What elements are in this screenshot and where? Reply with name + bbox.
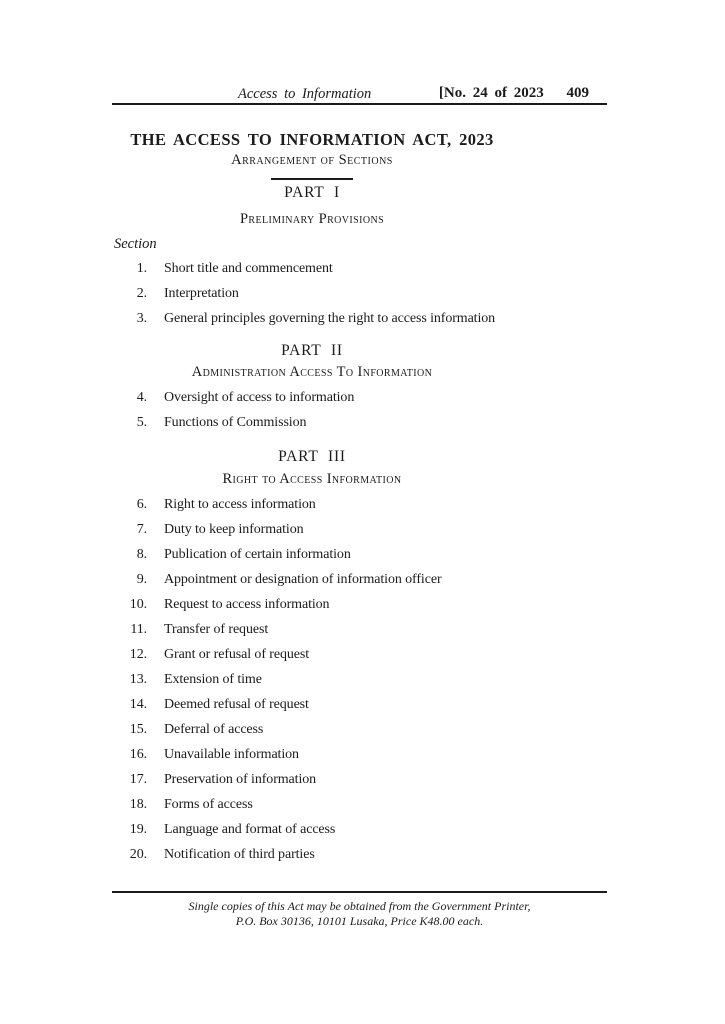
printer-note-line1: Single copies of this Act may be obtained from the Government Printer,: [188, 899, 531, 913]
toc-entry: [112, 592, 512, 617]
toc-parts: [112, 184, 512, 867]
doc-subtitle: Arrangement of Sections: [231, 152, 393, 168]
toc-entry-label: Oversight of access to information: [164, 390, 355, 405]
toc-entry-label: Extension of time: [164, 672, 262, 687]
doc-title: THE ACCESS TO INFORMATION ACT, 2023: [130, 130, 494, 149]
toc-entry: [112, 842, 512, 867]
toc-entry-number: 20.: [129, 847, 147, 862]
toc-entry-number: 14.: [129, 697, 147, 712]
toc-entry-number: 1.: [136, 261, 147, 276]
toc-entry-label: Publication of certain information: [164, 547, 351, 562]
toc-entry-label: Request to access information: [164, 597, 330, 612]
toc-entry-label: Duty to keep information: [164, 522, 304, 537]
subtitle-rule: [271, 178, 353, 180]
toc-entry-number: 4.: [136, 390, 147, 405]
header-reference: [439, 85, 589, 102]
toc-entry: [112, 617, 512, 642]
toc-entry: [112, 817, 512, 842]
toc-entry: [112, 642, 512, 667]
toc-entry-number: 7.: [136, 522, 147, 537]
toc-items: [112, 385, 512, 435]
toc-entry-label: Preservation of information: [164, 772, 317, 787]
toc-entry-number: 6.: [136, 497, 147, 512]
toc-entry: [112, 517, 512, 542]
toc-entry: [112, 742, 512, 767]
toc-entry: [112, 281, 512, 306]
toc-entry-label: Short title and commencement: [164, 261, 333, 276]
footer-rule: [112, 891, 607, 893]
toc-entry-label: General principles governing the right to access information: [164, 311, 496, 326]
toc-entry-number: 11.: [130, 622, 147, 637]
toc-entry-label: Interpretation: [164, 286, 239, 301]
part-group-3: [112, 448, 512, 867]
toc-entry-label: Forms of access: [164, 797, 253, 812]
printer-note: [112, 899, 607, 929]
toc-entry-number: 9.: [136, 572, 147, 587]
toc-entry-number: 2.: [136, 286, 147, 301]
toc-entry-label: Functions of Commission: [164, 415, 307, 430]
toc-entry-number: 15.: [129, 722, 147, 737]
toc-entry-label: Deferral of access: [164, 722, 264, 737]
toc-entry-number: 12.: [129, 647, 147, 662]
toc-entry: [112, 410, 512, 435]
toc-entry-label: Transfer of request: [164, 622, 269, 637]
part-heading: PART I: [284, 184, 340, 201]
part-group-1: [112, 184, 512, 331]
toc-entry-label: Notification of third parties: [164, 847, 315, 862]
running-title: Access to Information: [238, 86, 372, 102]
toc-entry-number: 8.: [136, 547, 147, 562]
toc-entry: [112, 792, 512, 817]
arrangement-of-sections: [112, 178, 512, 867]
toc-entry-number: 18.: [129, 797, 147, 812]
toc-entry-number: 5.: [136, 415, 147, 430]
page-number: 409: [566, 85, 589, 101]
printer-note-line2: P.O. Box 30136, 10101 Lusaka, Price K48.00 each.: [235, 914, 484, 928]
toc-entry-label: Appointment or designation of information officer: [164, 572, 442, 587]
header-rule: [112, 103, 607, 105]
page-header: [112, 85, 607, 105]
toc-entry-label: Grant or refusal of request: [164, 647, 310, 662]
toc-entry: [112, 667, 512, 692]
part-heading: PART III: [278, 448, 346, 465]
toc-entry-label: Deemed refusal of request: [164, 697, 309, 712]
toc-entry-number: 16.: [129, 747, 147, 762]
toc-entry: [112, 385, 512, 410]
toc-entry: [112, 692, 512, 717]
toc-entry-label: Unavailable information: [164, 747, 299, 762]
toc-entry: [112, 492, 512, 517]
part-subtitle: Administration Access To Information: [191, 364, 433, 380]
toc-entry-number: 19.: [129, 822, 147, 837]
section-column-label: Section: [114, 236, 157, 252]
toc-entry-number: 17.: [129, 772, 147, 787]
toc-entry-number: 13.: [129, 672, 147, 687]
toc-entry: [112, 542, 512, 567]
toc-entry: [112, 256, 512, 281]
part-subtitle: Preliminary Provisions: [239, 211, 385, 227]
toc-entry: [112, 306, 512, 331]
toc-entry-label: Language and format of access: [164, 822, 336, 837]
toc-entry-label: Right to access information: [164, 497, 316, 512]
toc-items: [112, 256, 512, 331]
toc-entry: [112, 767, 512, 792]
toc-entry: [112, 717, 512, 742]
act-number-ref: [No. 24 of 2023: [438, 85, 544, 101]
toc-items: [112, 492, 512, 867]
toc-entry: [112, 567, 512, 592]
toc-entry-number: 3.: [136, 311, 147, 326]
part-group-2: [112, 342, 512, 435]
part-subtitle: Right to Access Information: [222, 471, 402, 487]
part-heading: PART II: [281, 342, 343, 359]
toc-entry-number: 10.: [129, 597, 147, 612]
